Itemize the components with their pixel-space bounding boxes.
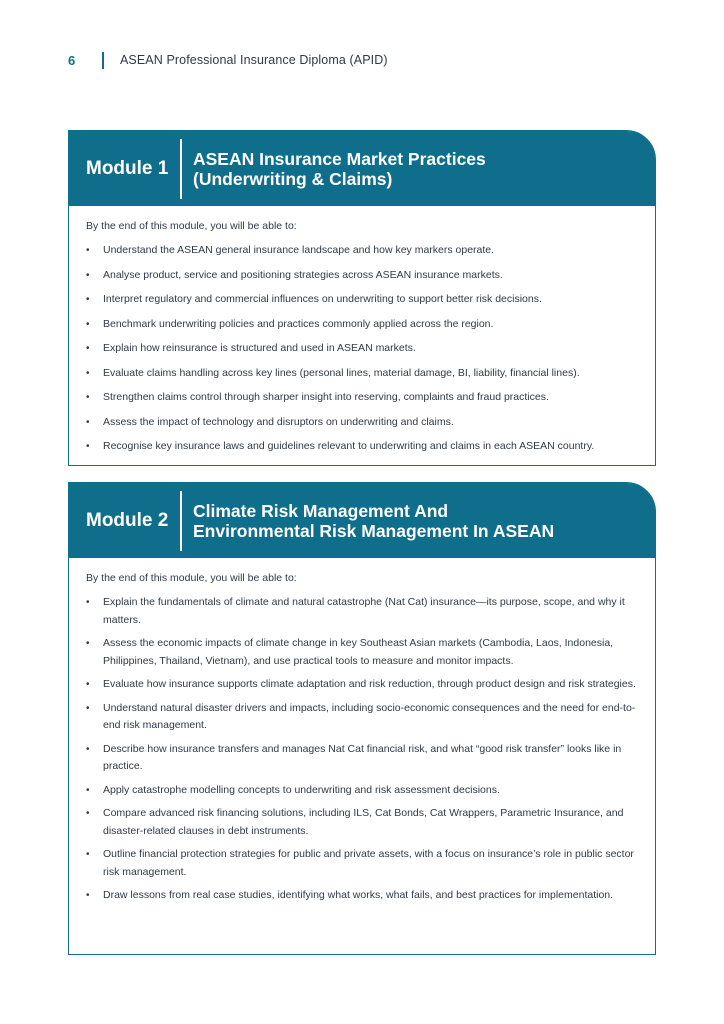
bullet-icon: • [86, 416, 90, 428]
bullet-icon: • [86, 318, 90, 330]
list-item-text: Assess the impact of technology and disruptors on underwriting and claims. [103, 415, 454, 428]
bullet-icon: • [86, 679, 90, 690]
bullet-icon: • [86, 784, 90, 796]
module-1-title-line-1: ASEAN Insurance Market Practices [193, 148, 486, 169]
list-item-text: Strengthen claims control through sharper insight into reserving, complaints and fraud practices. [103, 391, 549, 403]
module-2-label: Module 2 [86, 509, 169, 531]
module-2-outcomes-list [86, 594, 637, 905]
bullet-icon: • [86, 269, 90, 281]
module-2-title-line-1: Climate Risk Management And [193, 500, 449, 521]
module-2-title-line-2: Environmental Risk Management In ASEAN [193, 520, 555, 541]
list-item-text: Explain the fundamentals of climate and natural catastrophe (Nat Cat) insurance—its purpose, scope, and why it matters. [103, 596, 625, 626]
list-item [86, 635, 637, 670]
list-item-text: Describe how insurance transfers and manages Nat Cat financial risk, and what “good risk transfer” looks like in practice. [103, 742, 622, 772]
module-1-card [68, 130, 656, 466]
bullet-icon: • [86, 392, 90, 403]
list-item [86, 365, 637, 383]
bullet-icon: • [86, 743, 90, 755]
bullet-icon: • [86, 597, 90, 608]
module-1-label: Module 1 [86, 157, 169, 179]
list-item-text: Evaluate how insurance supports climate adaptation and risk reduction, through product design and risk strategies. [103, 678, 636, 690]
list-item [86, 676, 637, 694]
list-item-text: Outline financial protection strategies for public and private assets, with a focus on insurance’s role in public sector risk management. [103, 848, 634, 878]
module-1-body [69, 206, 655, 456]
module-2-header [69, 483, 655, 558]
bullet-icon: • [86, 441, 90, 452]
bullet-icon: • [86, 294, 90, 305]
module-1-title-line-2: (Underwriting & Claims) [193, 168, 393, 189]
list-item [86, 242, 637, 260]
list-item-text: Analyse product, service and positioning strategies across ASEAN insurance markets. [103, 268, 503, 281]
bullet-icon: • [86, 849, 90, 860]
list-item [86, 887, 637, 905]
module-2-card [68, 482, 656, 955]
document-title: ASEAN Professional Insurance Diploma (APID) [120, 53, 388, 67]
bullet-icon: • [86, 367, 90, 379]
list-item [86, 700, 637, 735]
page-number: 6 [68, 52, 76, 68]
list-item-text: Compare advanced risk financing solutions, including ILS, Cat Bonds, Cat Wrappers, Parametric Insurance, and disaster-related clauses in debt instruments. [103, 807, 624, 837]
list-item [86, 340, 637, 358]
list-item-text: Recognise key insurance laws and guidelines relevant to underwriting and claims in each ASEAN country. [103, 440, 595, 452]
module-1-intro: By the end of this module, you will be able to: [86, 220, 297, 232]
list-item-text: Explain how reinsurance is structured and used in ASEAN markets. [103, 342, 416, 354]
list-item-text: Benchmark underwriting policies and practices commonly applied across the region. [103, 317, 494, 330]
module-1-title [182, 149, 486, 189]
list-item [86, 782, 637, 800]
module-1-header [69, 131, 655, 206]
list-item [86, 594, 637, 629]
list-item-text: Evaluate claims handling across key lines (personal lines, material damage, BI, liability, financial lines). [103, 366, 580, 379]
list-item-text: Interpret regulatory and commercial influences on underwriting to support better risk decisions. [103, 293, 542, 305]
bullet-icon: • [86, 890, 90, 901]
module-2-title [182, 501, 554, 541]
list-item [86, 438, 637, 456]
list-item [86, 389, 637, 407]
module-2-body [69, 558, 655, 905]
bullet-icon: • [86, 343, 90, 354]
list-item-text: Understand the ASEAN general insurance landscape and how key markers operate. [103, 244, 495, 256]
bullet-icon: • [86, 245, 90, 256]
list-item [86, 846, 637, 881]
list-item [86, 805, 637, 840]
list-item-text: Draw lessons from real case studies, identifying what works, what fails, and best practices for implementation. [103, 889, 614, 901]
bullet-icon: • [86, 808, 90, 819]
page-header [68, 50, 388, 70]
list-item-text: Apply catastrophe modelling concepts to underwriting and risk assessment decisions. [103, 783, 500, 796]
module-2-intro: By the end of this module, you will be able to: [86, 572, 297, 584]
list-item [86, 316, 637, 334]
list-item [86, 741, 637, 776]
bullet-icon: • [86, 638, 90, 649]
list-item [86, 414, 637, 432]
list-item [86, 291, 637, 309]
header-divider [102, 52, 104, 69]
module-1-outcomes-list [86, 242, 637, 456]
list-item-text: Understand natural disaster drivers and impacts, including socio-economic consequences and the need for end-to-end risk management. [103, 701, 636, 731]
list-item-text: Assess the economic impacts of climate change in key Southeast Asian markets (Cambodia, Laos, Indonesia, Philippines, Thailand, Vietnam), and use practical tools to measure and monitor impacts. [103, 637, 614, 667]
bullet-icon: • [86, 702, 90, 714]
list-item [86, 267, 637, 285]
